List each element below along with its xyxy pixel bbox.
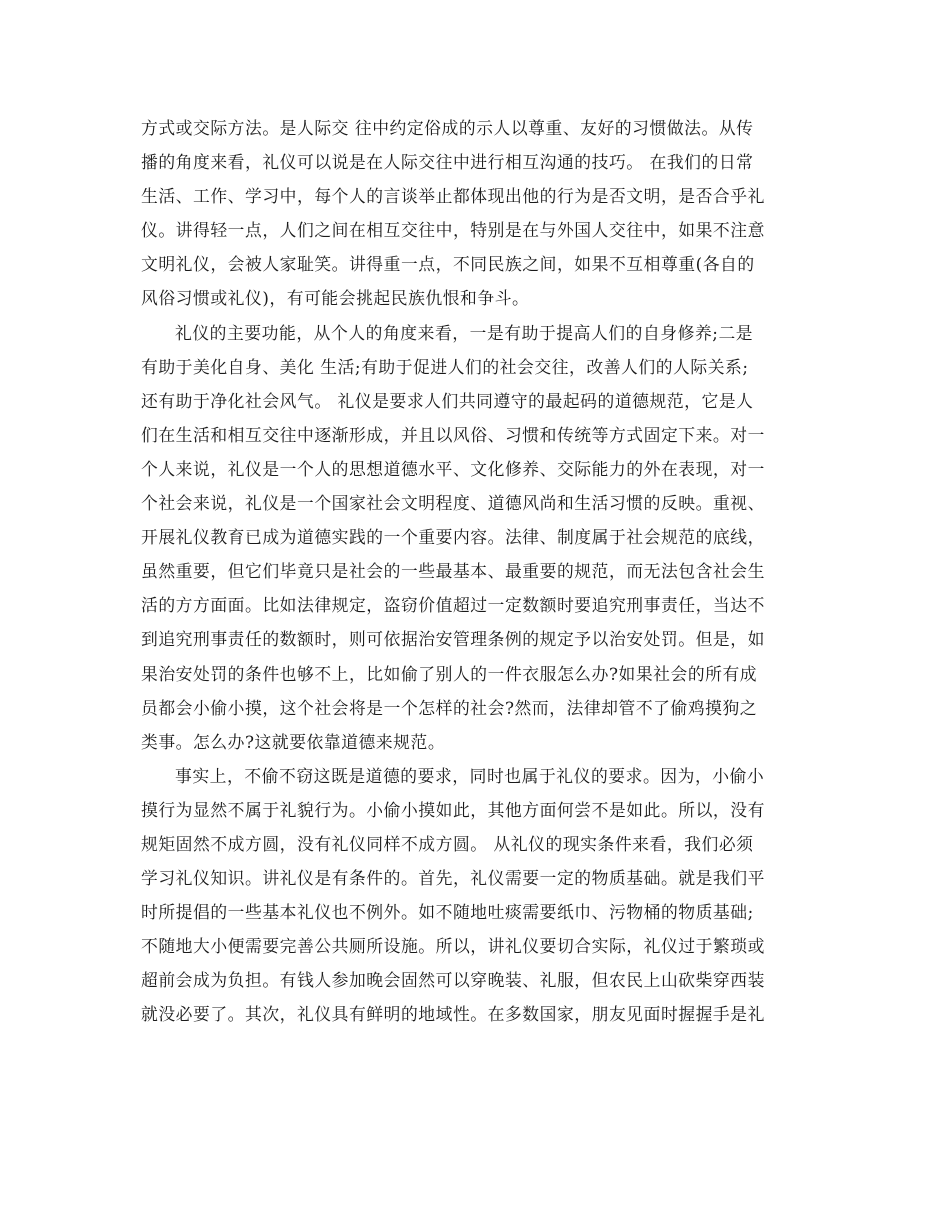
text-line: 还有助于净化社会风气。 礼仪是要求人们共同遵守的最起码的道德规范，它是人 [141, 390, 754, 411]
text-line: 员都会小偷小摸，这个社会将是一个怎样的社会?然而，法律却管不了偷鸡摸狗之 [141, 697, 758, 718]
text-line: 仪。讲得轻一点，人们之间在相互交往中，特别是在与外国人交往中，如果不注意 [141, 220, 765, 241]
text-line: 活的方方面面。比如法律规定，盗窃价值超过一定数额时要追究刑事责任，当达不 [141, 595, 765, 616]
text-line: 时所提倡的一些基本礼仪也不例外。如不随地吐痰需要纸巾、污物桶的物质基础; [141, 902, 754, 923]
text-line: 果治安处罚的条件也够不上，比如偷了别人的一件衣服怎么办?如果社会的所有成 [141, 663, 758, 684]
text-line: 虽然重要，但它们毕竟只是社会的一些最基本、最重要的规范，而无法包含社会生 [141, 561, 765, 582]
paragraph [141, 759, 813, 1032]
text-line: 方式或交际方法。是人际交 往中约定俗成的示人以尊重、友好的习惯做法。从传 [141, 118, 754, 138]
text-line: 礼仪的主要功能，从个人的角度来看，一是有助于提高人们的自身修养;二是 [175, 322, 754, 343]
text-line: 有助于美化自身、美化 生活;有助于促进人们的社会交往，改善人们的人际关系; [141, 356, 749, 377]
text-line: 事实上，不偷不窃这既是道德的要求，同时也属于礼仪的要求。因为，小偷小 [175, 765, 765, 786]
text-line: 就没必要了。其次，礼仪具有鲜明的地域性。在多数国家，朋友见面时握握手是礼 [141, 1004, 765, 1025]
text-line: 们在生活和相互交往中逐渐形成，并且以风俗、习惯和传统等方式固定下来。对一 [141, 424, 765, 445]
paragraph [141, 111, 813, 316]
text-line: 超前会成为负担。有钱人参加晚会固然可以穿晚装、礼服，但农民上山砍柴穿西装 [141, 970, 765, 991]
text-line: 摸行为显然不属于礼貌行为。小偷小摸如此，其他方面何尝不是如此。所以，没有 [141, 799, 765, 820]
document-body [141, 111, 813, 1032]
text-line: 不随地大小便需要完善公共厕所设施。所以，讲礼仪要切合实际，礼仪过于繁琐或 [141, 936, 765, 957]
text-line: 个社会来说，礼仪是一个国家社会文明程度、道德风尚和生活习惯的反映。重视、 [141, 493, 765, 514]
text-line: 学习礼仪知识。讲礼仪是有条件的。首先，礼仪需要一定的物质基础。就是我们平 [141, 868, 765, 889]
text-line: 类事。怎么办?这就要依靠道德来规范。 [141, 731, 446, 752]
text-line: 生活、工作、学习中，每个人的言谈举止都体现出他的行为是否文明，是否合乎礼 [141, 186, 765, 207]
text-line: 到追究刑事责任的数额时，则可依据治安管理条例的规定予以治安处罚。但是，如 [141, 629, 765, 650]
text-line: 风俗习惯或礼仪)，有可能会挑起民族仇恨和争斗。 [141, 288, 530, 309]
text-line: 播的角度来看，礼仪可以说是在人际交往中进行相互沟通的技巧。 在我们的日常 [141, 152, 754, 173]
text-line: 个人来说，礼仪是一个人的思想道德水平、文化修养、交际能力的外在表现，对一 [141, 458, 765, 479]
paragraph [141, 316, 813, 759]
text-line: 文明礼仪，会被人家耻笑。讲得重一点，不同民族之间，如果不互相尊重(各自的 [141, 254, 755, 275]
text-line: 规矩固然不成方圆，没有礼仪同样不成方圆。 从礼仪的现实条件来看，我们必须 [141, 833, 754, 854]
text-line: 开展礼仪教育已成为道德实践的一个重要内容。法律、制度属于社会规范的底线， [141, 527, 765, 548]
